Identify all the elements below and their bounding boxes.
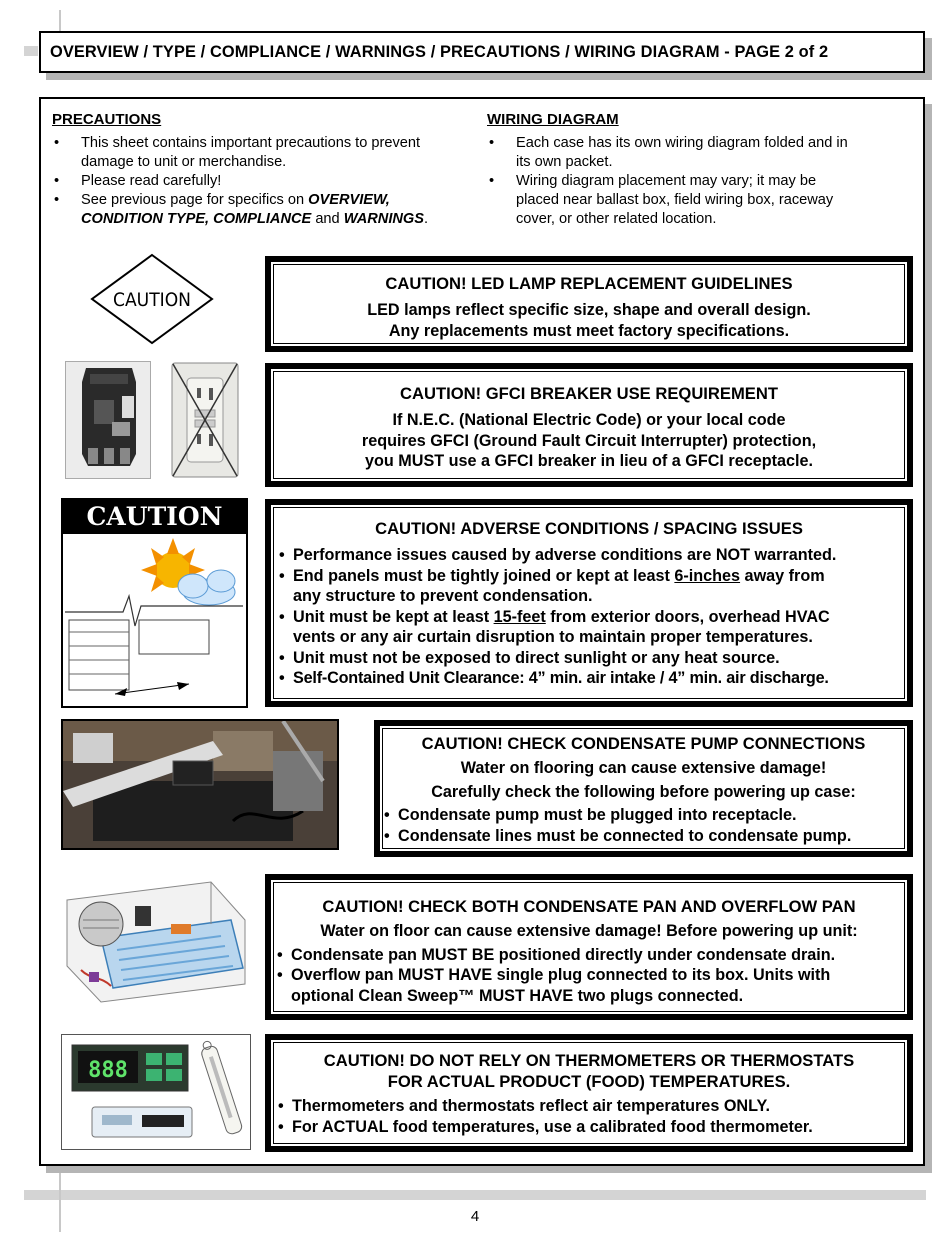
page-header <box>39 31 925 73</box>
list-item <box>278 607 904 648</box>
caution-pump-title: CAUTION! CHECK CONDENSATE PUMP CONNECTIONS <box>421 734 866 753</box>
wiring-text: placed near ballast box, field wiring box, raceway <box>516 192 834 208</box>
caution-adverse-title: CAUTION! ADVERSE CONDITIONS / SPACING ISSUES <box>375 519 803 538</box>
precaution-text: damage to unit or merchandise. <box>81 154 287 170</box>
caution-bullet-text: away from <box>740 566 825 585</box>
caution-pump-line: Carefully check the following before powering up case: <box>431 782 856 801</box>
caution-sunlight-image <box>61 498 248 708</box>
caution-bullet-text: optional Clean Sweep™ MUST HAVE two plugs connected. <box>291 986 744 1005</box>
caution-bullet-text: Thermometers and thermostats reflect air temperatures ONLY. <box>292 1097 770 1115</box>
caution-gfci-line: If N.E.C. (National Electric Code) or your local code <box>392 411 786 429</box>
precautions-section <box>52 111 482 229</box>
page-number: 4 <box>470 1208 480 1225</box>
wiring-section <box>487 111 907 229</box>
list-item <box>52 134 482 172</box>
precaution-text: Please read carefully! <box>81 173 222 189</box>
caution-bullet-text: Performance issues caused by adverse conditions are NOT warranted. <box>293 546 837 564</box>
list-item <box>487 134 907 172</box>
precaution-text: This sheet contains important precautions to prevent <box>81 135 421 151</box>
list-item <box>278 648 904 669</box>
list-item <box>276 945 904 966</box>
caution-gfci-line: requires GFCI (Ground Fault Circuit Interrupter) protection, <box>361 431 817 450</box>
caution-pump-box <box>374 720 913 857</box>
caution-thermo-title: CAUTION! DO NOT RELY ON THERMOMETERS OR THERMOSTATS <box>323 1051 855 1070</box>
caution-gfci-title: CAUTION! GFCI BREAKER USE REQUIREMENT <box>400 384 778 403</box>
wiring-text: cover, or other related location. <box>516 211 717 227</box>
caution-bullet-text: End panels must be tightly joined or kept at least <box>293 566 675 585</box>
cloud-icon <box>178 570 235 605</box>
list-item <box>278 566 904 607</box>
caution-bullet-emphasis: 15-feet <box>493 607 546 626</box>
caution-led-title: CAUTION! LED LAMP REPLACEMENT GUIDELINES <box>385 274 793 293</box>
bottom-rule <box>24 1190 926 1200</box>
precaution-text: . <box>424 211 429 227</box>
caution-bullet-text: Unit must be kept at least <box>293 607 494 626</box>
caution-sign-header: CAUTION <box>63 500 246 534</box>
caution-led-box <box>265 256 913 352</box>
list-item <box>278 668 904 689</box>
caution-led-line: Any replacements must meet factory specifications. <box>388 321 790 340</box>
crop-mark-left <box>24 46 38 56</box>
caution-bullet-text: Condensate pump must be plugged into receptacle. <box>398 806 797 824</box>
list-item <box>383 805 904 826</box>
precautions-heading: PRECAUTIONS <box>52 111 162 128</box>
caution-gfci-line: you MUST use a GFCI breaker in lieu of a GFCI receptacle. <box>365 452 813 470</box>
wiring-text: its own packet. <box>516 154 613 170</box>
list-item <box>276 965 904 1006</box>
caution-pan-line: Water on floor can cause extensive damage! Before powering up unit: <box>320 922 858 940</box>
caution-gfci-box <box>265 363 913 487</box>
caution-bullet-text: Overflow pan MUST HAVE single plug connected to its box. Units with <box>291 966 831 984</box>
caution-bullet-text: Unit must not be exposed to direct sunlight or any heat source. <box>293 648 780 667</box>
caution-thermo-box <box>265 1034 913 1152</box>
caution-bullet-text: vents or any air curtain disruption to maintain proper temperatures. <box>293 628 813 646</box>
caution-bullet-emphasis: 6-inches <box>674 566 741 585</box>
wiring-text: Each case has its own wiring diagram folded and in <box>516 135 848 151</box>
caution-diamond-image <box>89 253 215 345</box>
precaution-text: and <box>311 211 344 227</box>
list-item <box>487 172 907 229</box>
list-item <box>52 191 482 229</box>
list-item <box>52 172 482 191</box>
condensate-pan-illustration <box>61 880 247 1004</box>
controller-display: 888 <box>88 1058 128 1083</box>
caution-bullet-text: from exterior doors, overhead HVAC <box>545 607 830 626</box>
caution-adverse-box <box>265 499 913 707</box>
caution-pump-line: Water on flooring can cause extensive damage! <box>460 759 827 777</box>
precaution-emphasis: OVERVIEW, <box>308 192 390 208</box>
gfci-breaker-image <box>65 361 151 479</box>
precaution-emphasis: WARNINGS <box>343 211 424 227</box>
caution-bullet-text: Condensate pan MUST BE positioned directly under condensate drain. <box>291 945 836 964</box>
wiring-text: Wiring diagram placement may vary; it may be <box>516 173 817 189</box>
list-item <box>383 826 904 847</box>
caution-bullet-text: Self-Contained Unit Clearance: 4” min. air intake / 4” min. air discharge. <box>293 669 829 687</box>
thermometer-icon <box>198 1039 243 1135</box>
condensate-pump-photo <box>61 719 339 850</box>
wiring-heading: WIRING DIAGRAM <box>487 111 619 128</box>
caution-bullet-text: For ACTUAL food temperatures, use a calibrated food thermometer. <box>292 1117 813 1136</box>
precaution-emphasis: CONDITION TYPE, COMPLIANCE <box>81 211 312 227</box>
caution-pan-title: CAUTION! CHECK BOTH CONDENSATE PAN AND OVERFLOW PAN <box>322 897 856 916</box>
precaution-text: See previous page for specifics on <box>81 192 309 208</box>
caution-bullet-text: any structure to prevent condensation. <box>293 587 593 605</box>
caution-bullet-text: Condensate lines must be connected to condensate pump. <box>398 826 852 845</box>
thermostat-image <box>61 1034 251 1150</box>
main-content <box>39 97 925 1166</box>
caution-led-line: LED lamps reflect specific size, shape and overall design. <box>367 301 811 319</box>
gfci-receptacle-image <box>171 362 239 478</box>
list-item <box>277 1096 904 1117</box>
list-item <box>277 1117 904 1138</box>
page-title: OVERVIEW / TYPE / COMPLIANCE / WARNINGS / PRECAUTIONS / WIRING DIAGRAM - PAGE 2 of 2 <box>50 42 829 61</box>
caution-diamond-text: CAUTION <box>113 289 191 311</box>
caution-thermo-title: FOR ACTUAL PRODUCT (FOOD) TEMPERATURES. <box>387 1072 791 1091</box>
list-item <box>278 545 904 566</box>
caution-pan-box <box>265 874 913 1020</box>
